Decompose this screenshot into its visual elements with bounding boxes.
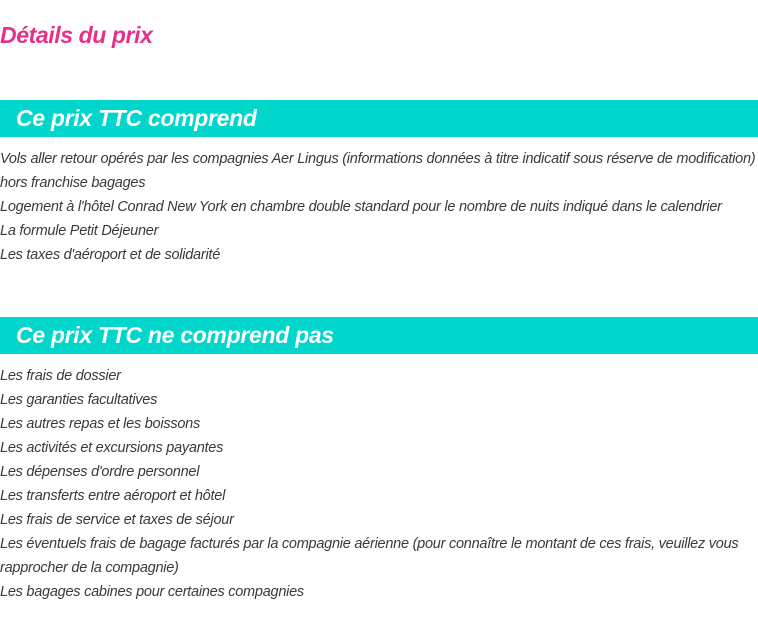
includes-list-item: La formule Petit Déjeuner: [0, 223, 159, 239]
excludes-section-heading: Ce prix TTC ne comprend pas: [16, 322, 334, 348]
page-title: Détails du prix: [0, 22, 153, 48]
excludes-list-item: Les frais de dossier: [0, 368, 121, 384]
excludes-list-item: Les bagages cabines pour certaines compagnies: [0, 584, 304, 600]
excludes-list: [0, 364, 758, 604]
excludes-list-item: Les garanties facultatives: [0, 392, 158, 408]
includes-section-heading: Ce prix TTC comprend: [16, 105, 257, 131]
includes-list-item: Les taxes d'aéroport et de solidarité: [0, 247, 221, 263]
includes-list: [0, 147, 758, 267]
excludes-list-item: Les dépenses d'ordre personnel: [0, 464, 200, 480]
includes-list-item: Logement à l'hôtel Conrad New York en chambre double standard pour le nombre de nuits indiqué dans le calendrier: [0, 199, 722, 215]
excludes-list-item: Les activités et excursions payantes: [0, 440, 224, 456]
excludes-section-banner: [0, 317, 758, 354]
excludes-list-item: Les frais de service et taxes de séjour: [0, 512, 234, 528]
excludes-list-item: Les autres repas et les boissons: [0, 416, 200, 432]
excludes-list-item: Les éventuels frais de bagage facturés par la compagnie aérienne (pour connaître le montant de ces frais, veuillez vous rapprocher de la compagnie): [0, 536, 739, 576]
includes-list-item: Vols aller retour opérés par les compagnies Aer Lingus (informations données à titre indicatif sous réserve de modification) hors franchise bagages: [0, 151, 756, 191]
includes-section-banner: [0, 100, 758, 137]
excludes-list-item: Les transferts entre aéroport et hôtel: [0, 488, 226, 504]
